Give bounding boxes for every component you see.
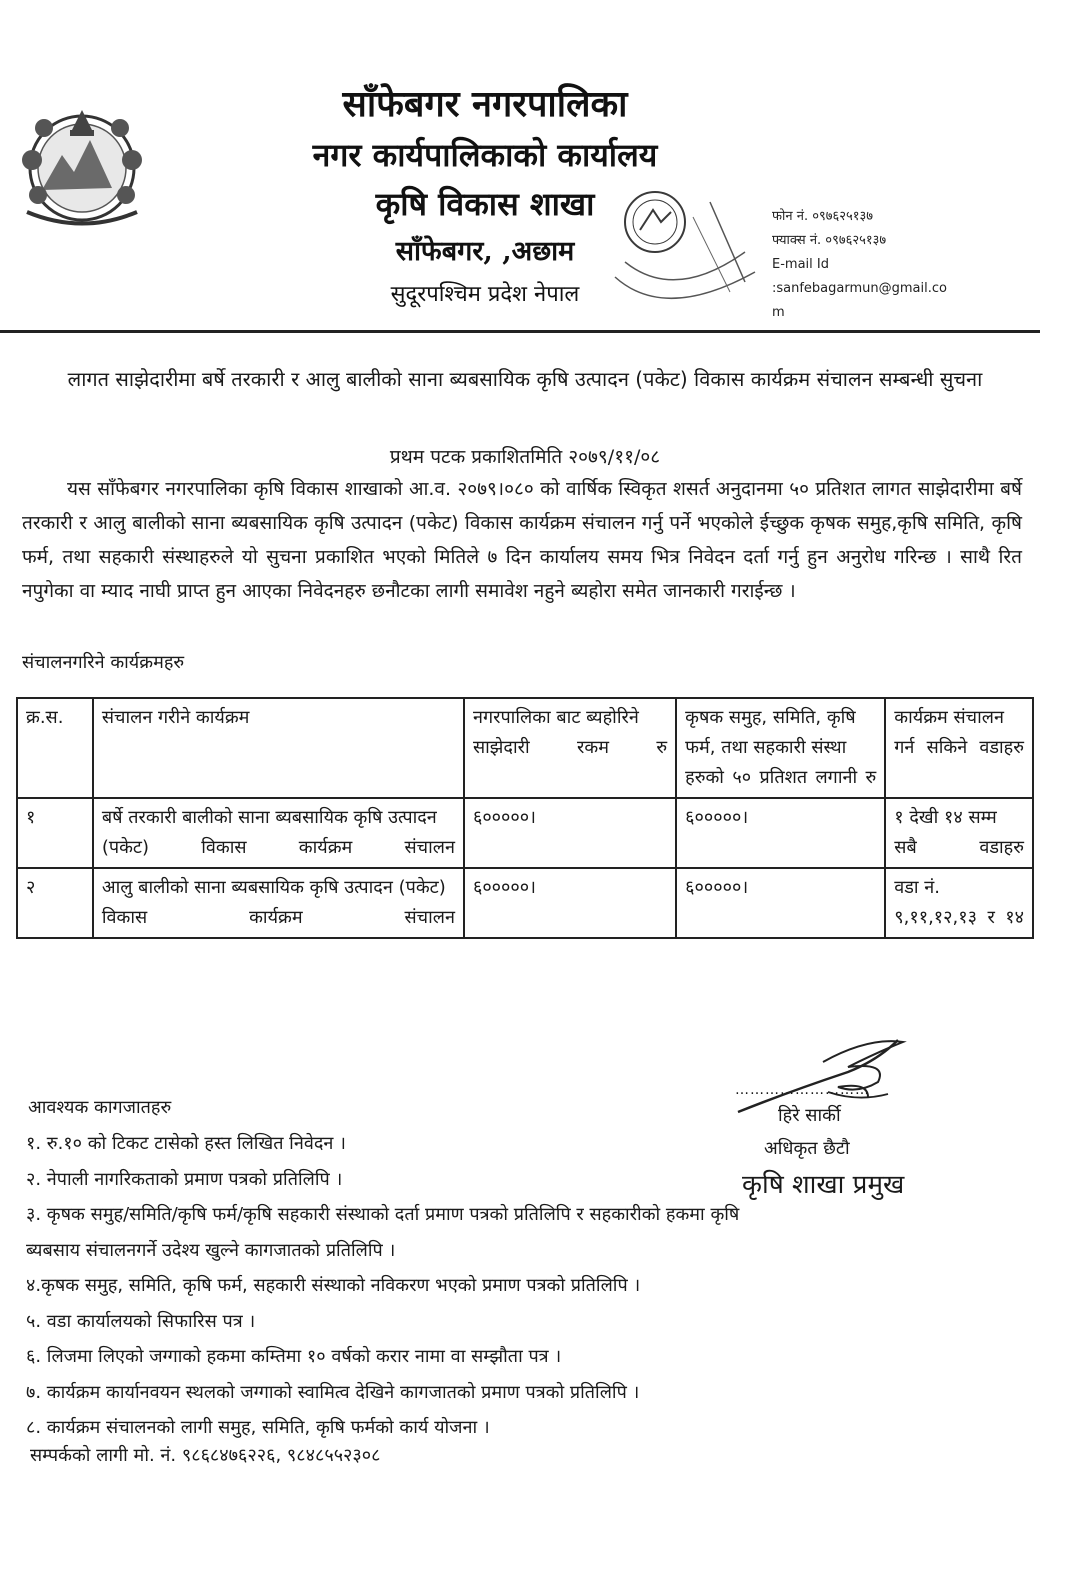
list-item: ब्यबसाय संचालनगर्ने उदेश्य खुल्ने कागजातको प्रतिलिपि ।: [26, 1239, 396, 1261]
contact-block: [772, 205, 972, 325]
row-farmer-share: ६०००००।: [676, 798, 885, 868]
office-name: नगर कार्यपालिकाको कार्यालय: [312, 136, 658, 174]
programs-table: [16, 697, 1034, 939]
signatory-department: कृषि शाखा प्रमुख: [742, 1170, 905, 1200]
phone-number: फोन नं. ०९७६२५१३७: [772, 209, 874, 224]
list-item: १. रु.१० को टिकट टासेको हस्त लिखित निवेदन ।: [26, 1133, 346, 1154]
header-program: संचालन गरीने कार्यक्रम: [93, 698, 464, 798]
row-municipality-share: ६०००००।: [464, 798, 676, 868]
list-item: २. नेपाली नागरिकताको प्रमाण पत्रको प्रतिलिपि ।: [26, 1168, 343, 1190]
office-stamp-icon: [605, 182, 765, 332]
table-row: [17, 868, 1033, 938]
header-divider: [0, 330, 1040, 333]
documents-list: [26, 1126, 1016, 1446]
municipality-name: साँफेबगर नगरपालिका: [342, 83, 628, 125]
row-program: आलु बालीको साना ब्यबसायिक कृषि उत्पादन (पकेट) विकास कार्यक्रम संचालन: [93, 868, 464, 938]
row-wards: वडा नं. ९,११,१२,१३ र १४: [885, 868, 1033, 938]
signatory-name: हिरे सार्की: [778, 1105, 841, 1126]
signature-dots: ………………………: [735, 1082, 870, 1098]
programs-section-label: संचालनगरिने कार्यक्रमहरु: [22, 652, 185, 673]
header-municipality-share: नगरपालिका बाट ब्यहोरिने साझेदारी रकम रु: [464, 698, 676, 798]
notice-title: लागत साझेदारीमा बर्षे तरकारी र आलु बालीको साना ब्यबसायिक कृषि उत्पादन (पकेट) विकास कार्यक्रम संचालन सम्बन्धी सुचना: [67, 367, 983, 391]
fax-number: फ्याक्स नं. ०९७६२५१३७: [772, 233, 887, 248]
email-address-line1: :sanfebagarmun@gmail.co: [772, 281, 947, 296]
row-municipality-share: ६०००००।: [464, 868, 676, 938]
header-sn: क्र.स.: [17, 698, 93, 798]
notice-body: यस साँफेबगर नगरपालिका कृषि विकास शाखाको आ.व. २०७९।०८० को वार्षिक स्विकृत शसर्त अनुदानमा ५० प्रतिशत लागत साझेदारीमा बर्षे तरकारी र आलु बालीको साना ब्यबसायिक कृषि उत्पादन (पकेट) विकास कार्यक्रम संचालन गर्नु पर्ने भएकोले ईच्छुक कृषक समुह,कृषि समिति, कृषि फर्म, तथा सहकारी संस्थाहरुले यो सुचना प्रकाशित भएको मितिले ७ दिन कार्यालय समय भित्र निवेदन दर्ता गर्नु हुन अनुरोध गरिन्छ । साथै रित नपुगेका वा म्याद नाघी प्राप्त हुन आएका निवेदनहरु छनौटका लागी समावेश नहुने ब्यहोरा समेत जानकारी गराईन्छ ।: [22, 478, 1022, 602]
email-label: E-mail Id: [772, 257, 829, 272]
publish-date: प्रथम पटक प्रकाशितमिति २०७९/११/०८: [389, 446, 661, 468]
province-name: सुदूरपश्चिम प्रदेश नेपाल: [390, 282, 580, 307]
list-item: ४.कृषक समुह, समिति, कृषि फर्म, सहकारी संस्थाको नविकरण भएको प्रमाण पत्रको प्रतिलिपि ।: [26, 1275, 641, 1296]
table-row: [17, 798, 1033, 868]
branch-name: कृषि विकास शाखा: [375, 185, 595, 223]
contact-phone-line: सम्पर्कको लागी मो. नं. ९८६८४७६२२६, ९८४८५५२३०८: [30, 1445, 381, 1466]
list-item: ८. कार्यक्रम संचालनको लागी समुह, समिति, कृषि फर्मको कार्य योजना ।: [26, 1417, 490, 1438]
list-item: ७. कार्यक्रम कार्यानवयन स्थलको जग्गाको स्वामित्व देखिने कागजातको प्रमाण पत्रको प्रतिलिपि ।: [26, 1381, 640, 1403]
row-sn: २: [17, 868, 93, 938]
list-item: ३. कृषक समुह/समिति/कृषि फर्म/कृषि सहकारी संस्थाको दर्ता प्रमाण पत्रको प्रतिलिपि र सहकारीको हकमा कृषि: [26, 1204, 740, 1225]
signatory-title: अधिकृत छैटौ: [764, 1138, 850, 1159]
row-sn: १: [17, 798, 93, 868]
row-wards: १ देखी १४ सम्म सबै वडाहरु: [885, 798, 1033, 868]
nepal-emblem-icon: [12, 100, 152, 230]
row-program: बर्षे तरकारी बालीको साना ब्यबसायिक कृषि उत्पादन (पकेट) विकास कार्यक्रम संचालन: [93, 798, 464, 868]
header-farmer-share: कृषक समुह, समिति, कृषि फर्म, तथा सहकारी संस्था हरुको ५० प्रतिशत लगानी रु: [676, 698, 885, 798]
row-farmer-share: ६०००००।: [676, 868, 885, 938]
location-name: साँफेबगर, ,अछाम: [395, 236, 575, 267]
list-item: ६. लिजमा लिएको जग्गाको हकमा कम्तिमा १० वर्षको करार नामा वा सम्झौता पत्र ।: [26, 1346, 562, 1367]
documents-heading: आवश्यक कागजातहरु: [28, 1097, 172, 1118]
header-wards: कार्यक्रम संचालन गर्न सकिने वडाहरु: [885, 698, 1033, 798]
email-address-line2: m: [772, 305, 785, 320]
table-header-row: [17, 698, 1033, 798]
list-item: ५. वडा कार्यालयको सिफारिस पत्र ।: [26, 1310, 256, 1332]
